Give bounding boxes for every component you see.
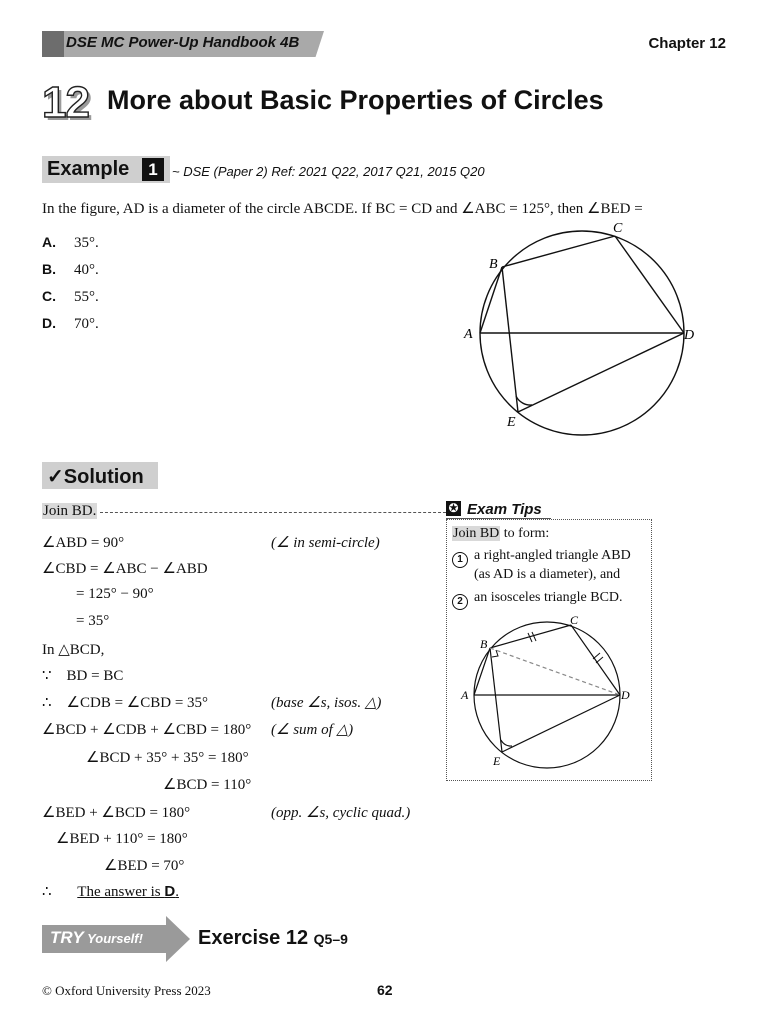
solution-line: ∠CBD = ∠ABC − ∠ABD: [42, 561, 208, 577]
tips-label-b: B: [480, 637, 488, 651]
circled-number: 2: [452, 594, 468, 610]
try-yourself-label: [50, 928, 143, 948]
footer-copyright: © Oxford University Press 2023: [42, 983, 211, 998]
option-a: [42, 234, 99, 252]
option-b: [42, 261, 99, 279]
solution-line: ∴ ∠CDB = ∠CBD = 35°: [42, 695, 209, 711]
tips-join: Join BD: [453, 526, 500, 541]
solution-line: ∠BCD + ∠CDB + ∠CBD = 180°: [42, 722, 252, 738]
label-a: A: [464, 327, 473, 342]
tips-item-text: a right-angled triangle ABD: [474, 548, 631, 563]
solution-line: = 125° − 90°: [76, 586, 154, 602]
book-title: DSE MC Power-Up Handbook 4B: [66, 34, 300, 51]
tips-intro: [452, 526, 549, 542]
circle-figure: [460, 218, 710, 436]
solution-line: ∠ABD = 90°: [42, 535, 125, 551]
answer-line: [42, 882, 179, 901]
option-d: [42, 315, 99, 333]
solution-line: In △BCD,: [42, 642, 105, 658]
tips-label-e: E: [493, 754, 501, 768]
answer-text: [77, 884, 179, 900]
tips-item-text: (as AD is a diameter), and: [474, 567, 621, 582]
example-reference: ~ DSE (Paper 2) Ref: 2021 Q22, 2017 Q21, 2015 Q20: [172, 164, 485, 179]
option-value: 70°.: [74, 316, 99, 332]
try-label-big: TRY: [50, 928, 84, 947]
solution-reason: (∠ in semi-circle): [271, 535, 380, 551]
tips-item-2: [452, 591, 468, 610]
join-text: [42, 503, 97, 520]
tips-item-1: [452, 549, 468, 568]
label-d: D: [684, 328, 695, 343]
chapter-title: More about Basic Properties of Circles: [107, 85, 604, 115]
circled-number: 1: [452, 552, 468, 568]
option-c: [42, 288, 99, 306]
exercise-link[interactable]: [198, 927, 348, 950]
try-label-small: Yourself!: [83, 931, 143, 946]
label-e: E: [507, 415, 516, 430]
answer-letter: D: [164, 883, 176, 900]
dashed-bd: [490, 648, 620, 695]
tips-intro-rest: to form:: [500, 526, 550, 541]
option-letter: C.: [42, 288, 56, 304]
answer-suffix: .: [175, 884, 179, 900]
solution-line: ∵ BD = BC: [42, 668, 124, 684]
exercise-questions: Q5–9: [313, 931, 348, 947]
option-letter: B.: [42, 261, 56, 277]
solution-line: = 35°: [76, 613, 110, 629]
chapter-label: Chapter 12: [648, 35, 726, 52]
example-label: Example: [47, 158, 130, 180]
segment-ab: [480, 267, 502, 333]
segment-bc: [502, 236, 615, 267]
answer-prefix: The answer is: [77, 884, 165, 900]
option-value: 55°.: [74, 289, 99, 305]
angle-mark-bed: [516, 396, 532, 405]
join-highlight: Join BD.: [43, 503, 97, 519]
star-icon: ✪: [446, 501, 461, 516]
header-band-accent: [42, 31, 64, 57]
option-letter: D.: [42, 315, 56, 331]
exam-tips-title: Exam Tips: [467, 501, 542, 518]
option-value: 40°.: [74, 262, 99, 278]
segment-be: [502, 267, 518, 412]
solution-reason: (opp. ∠s, cyclic quad.): [271, 805, 411, 821]
solution-line: ∠BED + ∠BCD = 180°: [42, 805, 191, 821]
solution-line: ∠BED + 110° = 180°: [56, 831, 188, 847]
tips-circle-figure: [458, 612, 642, 772]
option-letter: A.: [42, 234, 56, 250]
example-number: 1: [142, 158, 164, 181]
tip-connector-line: [100, 512, 446, 513]
label-b: B: [489, 257, 498, 272]
solution-reason: (base ∠s, isos. △): [271, 695, 382, 711]
solution-label: ✓Solution: [47, 466, 144, 488]
tips-item-text: an isosceles triangle BCD.: [474, 590, 623, 605]
question-text: In the figure, AD is a diameter of the circle ABCDE. If BC = CD and ∠ABC = 125°, then ∠BED =: [42, 201, 643, 217]
option-value: 35°.: [74, 235, 99, 251]
solution-line: ∠BED = 70°: [104, 858, 185, 874]
tips-label-a: A: [461, 688, 469, 702]
chapter-number: 12: [42, 78, 89, 127]
tips-label-c: C: [570, 613, 579, 627]
tips-label-d: D: [621, 688, 630, 702]
exercise-label: Exercise 12: [198, 927, 309, 949]
label-c: C: [613, 221, 623, 236]
solution-reason: (∠ sum of △): [271, 722, 354, 738]
segment-cd: [615, 236, 684, 333]
solution-line: ∠BCD + 35° + 35° = 180°: [86, 750, 249, 766]
therefore-symbol: ∴: [42, 884, 52, 900]
solution-line: ∠BCD = 110°: [163, 777, 252, 793]
page-number: 62: [377, 982, 393, 998]
